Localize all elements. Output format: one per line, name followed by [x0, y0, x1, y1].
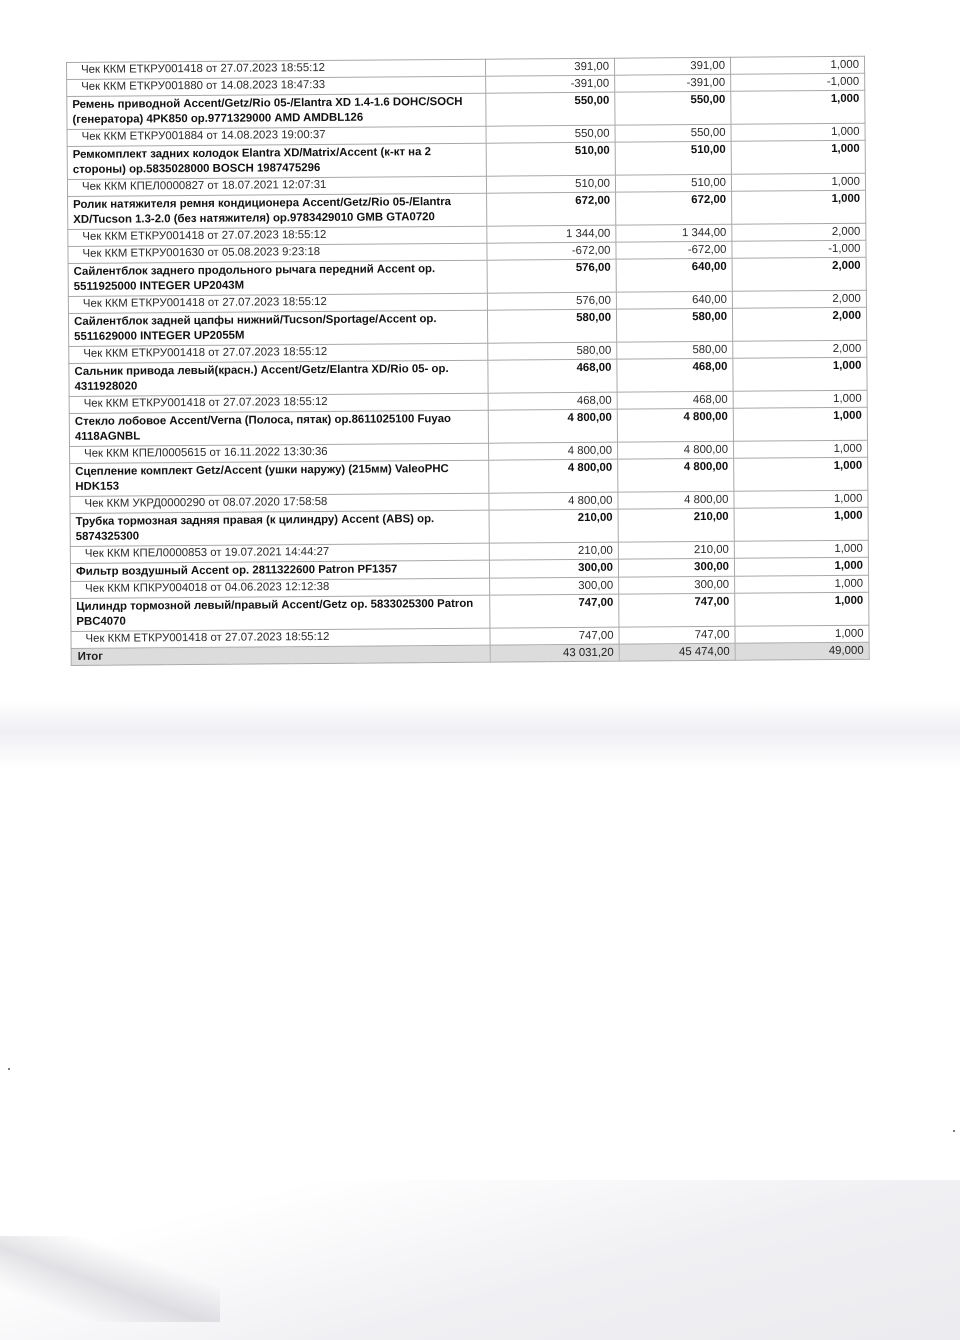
- amount-b: 210,00: [618, 541, 734, 559]
- quantity: 2,000: [732, 307, 866, 341]
- scan-speck: [953, 1130, 955, 1132]
- amount-b: 300,00: [618, 558, 734, 577]
- quantity: 1,000: [731, 140, 865, 174]
- quantity: 1,000: [735, 575, 869, 593]
- total-label: Итог: [71, 645, 490, 665]
- quantity: 2,000: [732, 257, 866, 291]
- amount-a: 576,00: [487, 292, 616, 310]
- amount-a: 391,00: [485, 58, 614, 76]
- receipt-label: Чек ККМ ЕТКРУ001418 от 27.07.2023 18:55:12: [69, 393, 488, 413]
- product-name: Ремень приводной Accent/Getz/Rio 05-/Elantra XD 1.4-1.6 DOHC/SOCH (генератора) 4PK850 ор.9771329000 AMD AMDBL126: [67, 93, 486, 129]
- quantity: 1,000: [733, 390, 867, 408]
- amount-a: 210,00: [489, 542, 618, 560]
- receipt-label: Чек ККМ ЕТКРУ001418 от 27.07.2023 18:55:12: [68, 293, 487, 313]
- amount-a: 747,00: [490, 594, 619, 628]
- amount-a: -672,00: [487, 242, 616, 260]
- amount-b: 300,00: [619, 576, 735, 594]
- quantity: 2,000: [733, 340, 867, 358]
- amount-b: 550,00: [615, 91, 731, 125]
- receipt-label: Чек ККМ ЕТКРУ001418 от 27.07.2023 18:55:12: [67, 59, 486, 79]
- amount-b: 391,00: [614, 57, 730, 75]
- amount-b: 747,00: [619, 593, 735, 627]
- amount-a: 510,00: [486, 142, 615, 176]
- product-name: Сальник привода левый(красн.) Accent/Getz/Elantra XD/Rio 05- ор. 4311928020: [69, 360, 488, 396]
- amount-b: 468,00: [617, 391, 733, 409]
- paper-fold-shadow: [0, 700, 960, 770]
- amount-b: 580,00: [617, 341, 733, 359]
- receipt-label: Чек ККМ КПЕЛ0000827 от 18.07.2021 12:07:31: [67, 176, 486, 196]
- amount-a: 4 800,00: [489, 442, 618, 460]
- receipt-label: Чек ККМ ЕТКРУ001884 от 14.08.2023 19:00:37: [67, 126, 486, 146]
- amount-b: 4 800,00: [617, 408, 733, 442]
- quantity: -1,000: [731, 73, 865, 91]
- amount-b: -672,00: [616, 241, 732, 259]
- product-name: Цилиндр тормозной левый/правый Accent/Getz ор. 5833025300 Patron PBC4070: [71, 595, 490, 631]
- quantity: 1,000: [731, 173, 865, 191]
- amount-a: 550,00: [486, 125, 615, 143]
- receipt-label: Чек ККМ ЕТКРУ001630 от 05.08.2023 9:23:18: [68, 243, 487, 263]
- amount-a: 468,00: [488, 359, 617, 393]
- quantity: 1,000: [733, 440, 867, 458]
- receipt-label: Чек ККМ ЕТКРУ001418 от 27.07.2023 18:55:12: [69, 343, 488, 363]
- amount-a: 580,00: [487, 309, 616, 343]
- receipt-label: Чек ККМ КПКРУ004018 от 04.06.2023 12:12:38: [71, 578, 490, 598]
- amount-a: 4 800,00: [488, 409, 617, 443]
- receipts-table: [66, 56, 870, 666]
- product-name: Трубка тормозная задняя правая (к цилиндру) Accent (ABS) ор. 5874325300: [70, 510, 489, 546]
- total-amount-b: 45 474,00: [619, 643, 735, 661]
- quantity: 2,000: [732, 290, 866, 308]
- amount-b: 4 800,00: [618, 458, 734, 492]
- quantity: 1,000: [735, 625, 869, 643]
- amount-b: 672,00: [616, 191, 732, 225]
- amount-a: 580,00: [488, 342, 617, 360]
- quantity: 1,000: [733, 407, 867, 441]
- quantity: 1,000: [733, 357, 867, 391]
- receipts-table-wrapper: [66, 56, 869, 666]
- amount-a: 4 800,00: [489, 459, 618, 493]
- quantity: 1,000: [731, 123, 865, 141]
- product-name: Сайлентблок задней цапфы нижний/Tucson/Sportage/Accent ор. 5511629000 INTEGER UP2055M: [68, 310, 487, 346]
- product-name: Ремкомплект задних колодок Elantra XD/Matrix/Accent (к-кт на 2 стороны) ор.5835028000 BOSCH 1987475296: [67, 143, 486, 179]
- amount-a: 210,00: [489, 509, 618, 543]
- amount-b: 640,00: [616, 258, 732, 292]
- product-name: Сцепление комплект Getz/Accent (ушки наружу) (215мм) ValeoPHC HDK153: [70, 460, 489, 496]
- amount-a: -391,00: [486, 75, 615, 93]
- quantity: -1,000: [732, 240, 866, 258]
- amount-a: 468,00: [488, 392, 617, 410]
- product-name: Стекло лобовое Accent/Verna (Полоса, пятак) ор.8611025100 Fuyao 4118AGNBL: [69, 410, 488, 446]
- quantity: 1,000: [734, 557, 868, 576]
- amount-a: 510,00: [486, 175, 615, 193]
- receipt-label: Чек ККМ ЕТКРУ001418 от 27.07.2023 18:55:12: [71, 628, 490, 648]
- quantity: 1,000: [735, 592, 869, 626]
- quantity: 2,000: [732, 223, 866, 241]
- quantity: 1,000: [732, 190, 866, 224]
- amount-b: 4 800,00: [618, 441, 734, 459]
- receipt-label: Чек ККМ ЕТКРУ001880 от 14.08.2023 18:47:33: [67, 76, 486, 96]
- quantity: 1,000: [734, 490, 868, 508]
- quantity: 1,000: [734, 457, 868, 491]
- receipt-label: Чек ККМ ЕТКРУ001418 от 27.07.2023 18:55:12: [68, 226, 487, 246]
- table-body: [67, 56, 870, 648]
- product-name: Ролик натяжителя ремня кондиционера Accent/Getz/Rio 05-/Elantra XD/Tucson 1.3-2.0 (без натяжителя) ор.9783429010 GMB GTA0720: [68, 193, 487, 229]
- scan-speck: [8, 1068, 10, 1070]
- amount-b: 510,00: [615, 141, 731, 175]
- amount-b: 580,00: [616, 308, 732, 342]
- quantity: 1,000: [734, 507, 868, 541]
- receipt-label: Чек ККМ УКРД0000290 от 08.07.2020 17:58:58: [70, 493, 489, 513]
- amount-b: 4 800,00: [618, 491, 734, 509]
- amount-a: 747,00: [490, 627, 619, 645]
- product-name: Сайлентблок заднего продольного рычага передний Accent ор. 5511925000 INTEGER UP2043M: [68, 260, 487, 296]
- amount-b: 747,00: [619, 626, 735, 644]
- amount-b: 640,00: [616, 291, 732, 309]
- amount-a: 1 344,00: [487, 225, 616, 243]
- amount-a: 300,00: [490, 577, 619, 595]
- amount-a: 576,00: [487, 259, 616, 293]
- total-quantity: 49,000: [735, 642, 869, 660]
- total-amount-a: 43 031,20: [490, 644, 619, 662]
- product-name: Фильтр воздушный Accent ор. 2811322600 Patron PF1357: [70, 560, 489, 581]
- paper-corner-shadow: [0, 1236, 220, 1322]
- amount-b: -391,00: [615, 74, 731, 92]
- amount-b: 550,00: [615, 124, 731, 142]
- amount-a: 672,00: [487, 192, 616, 226]
- amount-b: 468,00: [617, 358, 733, 392]
- amount-b: 210,00: [618, 508, 734, 542]
- quantity: 1,000: [731, 90, 865, 124]
- quantity: 1,000: [734, 540, 868, 558]
- receipt-label: Чек ККМ КПЕЛ0005615 от 16.11.2022 13:30:36: [70, 443, 489, 463]
- receipt-label: Чек ККМ КПЕЛ0000853 от 19.07.2021 14:44:27: [70, 543, 489, 563]
- amount-b: 1 344,00: [616, 224, 732, 242]
- amount-a: 4 800,00: [489, 492, 618, 510]
- amount-a: 300,00: [489, 559, 618, 578]
- amount-a: 550,00: [486, 92, 615, 126]
- quantity: 1,000: [730, 56, 864, 74]
- amount-b: 510,00: [615, 174, 731, 192]
